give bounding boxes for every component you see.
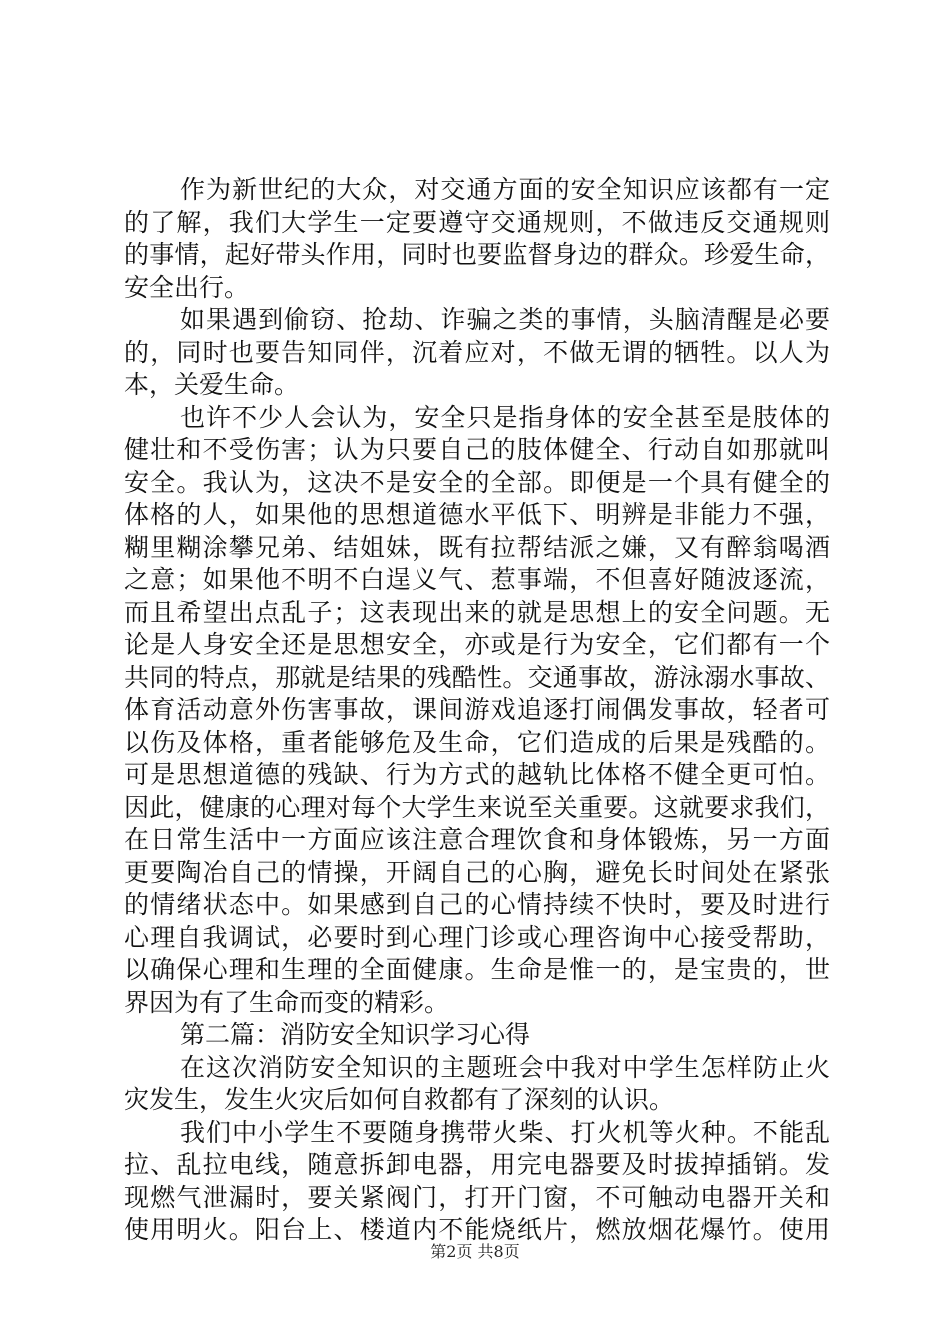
text-line: 的了解，我们大学生一定要遵守交通规则，不做违反交通规则 — [124, 207, 830, 237]
text-line: 本，关爱生命。 — [124, 370, 300, 399]
text-line: 健壮和不受伤害；认为只要自己的肢体健全、行动自如那就叫 — [124, 435, 830, 464]
page-number: 第2页 共8页 — [430, 1242, 520, 1261]
text-line: 在日常生活中一方面应该注意合理饮食和身体锻炼，另一方面 — [124, 825, 830, 854]
text-line: 的情绪状态中。如果感到自己的心情持续不快时，要及时进行 — [124, 890, 830, 919]
text-line: 我们中小学生不要随身携带火柴、打火机等火种。不能乱 — [180, 1117, 830, 1147]
text-line: 安全出行。 — [124, 272, 250, 302]
text-line: 糊里糊涂攀兄弟、结姐妹，既有拉帮结派之嫌，又有醉翁喝酒 — [124, 532, 830, 562]
text-line: 论是人身安全还是思想安全，亦或是行为安全，它们都有一个 — [124, 630, 830, 659]
text-line: 的，同时也要告知同伴，沉着应对，不做无谓的牺牲。以人为 — [124, 337, 830, 367]
text-line: 以确保心理和生理的全面健康。生命是惟一的，是宝贵的，世 — [124, 955, 830, 984]
text-line: 体育活动意外伤害事故，课间游戏追逐打闹偶发事故，轻者可 — [124, 695, 830, 724]
text-line: 灾发生，发生火灾后如何自救都有了深刻的认识。 — [124, 1085, 675, 1114]
text-line: 因此，健康的心理对每个大学生来说至关重要。这就要求我们， — [124, 792, 830, 822]
text-line: 而且希望出点乱子；这表现出来的就是思想上的安全问题。无 — [124, 597, 830, 627]
text-line: 安全。我认为，这决不是安全的全部。即便是一个具有健全的 — [124, 467, 830, 497]
text-line: 更要陶冶自己的情操，开阔自己的心胸，避免长时间处在紧张 — [124, 857, 830, 887]
text-line: 心理自我调试，必要时到心理门诊或心理咨询中心接受帮助， — [124, 922, 830, 952]
text-line: 的事情，起好带头作用，同时也要监督身边的群众。珍爱生命， — [124, 240, 830, 269]
text-line: 之意；如果他不明不白逞义气、惹事端，不但喜好随波逐流， — [124, 565, 830, 594]
text-line: 在这次消防安全知识的主题班会中我对中学生怎样防止火 — [180, 1052, 830, 1082]
text-line: 界因为有了生命而变的精彩。 — [124, 987, 450, 1017]
text-line: 共同的特点，那就是结果的残酷性。交通事故，游泳溺水事故、 — [124, 662, 830, 692]
text-line: 体格的人，如果他的思想道德水平低下、明辨是非能力不强， — [124, 500, 830, 529]
text-line: 可是思想道德的残缺、行为方式的越轨比体格不健全更可怕。 — [124, 760, 830, 789]
section-heading: 第二篇：消防安全知识学习心得 — [180, 1020, 531, 1049]
text-line: 现燃气泄漏时，要关紧阀门，打开门窗，不可触动电器开关和 — [124, 1182, 830, 1212]
text-line: 以伤及体格，重者能够危及生命，它们造成的后果是残酷的。 — [124, 727, 830, 757]
text-line: 也许不少人会认为，安全只是指身体的安全甚至是肢体的 — [180, 402, 830, 432]
document-body — [124, 174, 830, 1247]
text-line: 拉、乱拉电线，随意拆卸电器，用完电器要及时拔掉插销。发 — [124, 1150, 830, 1179]
text-line: 使用明火。阳台上、楼道内不能烧纸片，燃放烟花爆竹。使用 — [124, 1215, 830, 1244]
text-line: 作为新世纪的大众，对交通方面的安全知识应该都有一定 — [180, 175, 830, 204]
text-line: 如果遇到偷窃、抢劫、诈骗之类的事情，头脑清醒是必要 — [180, 305, 830, 334]
